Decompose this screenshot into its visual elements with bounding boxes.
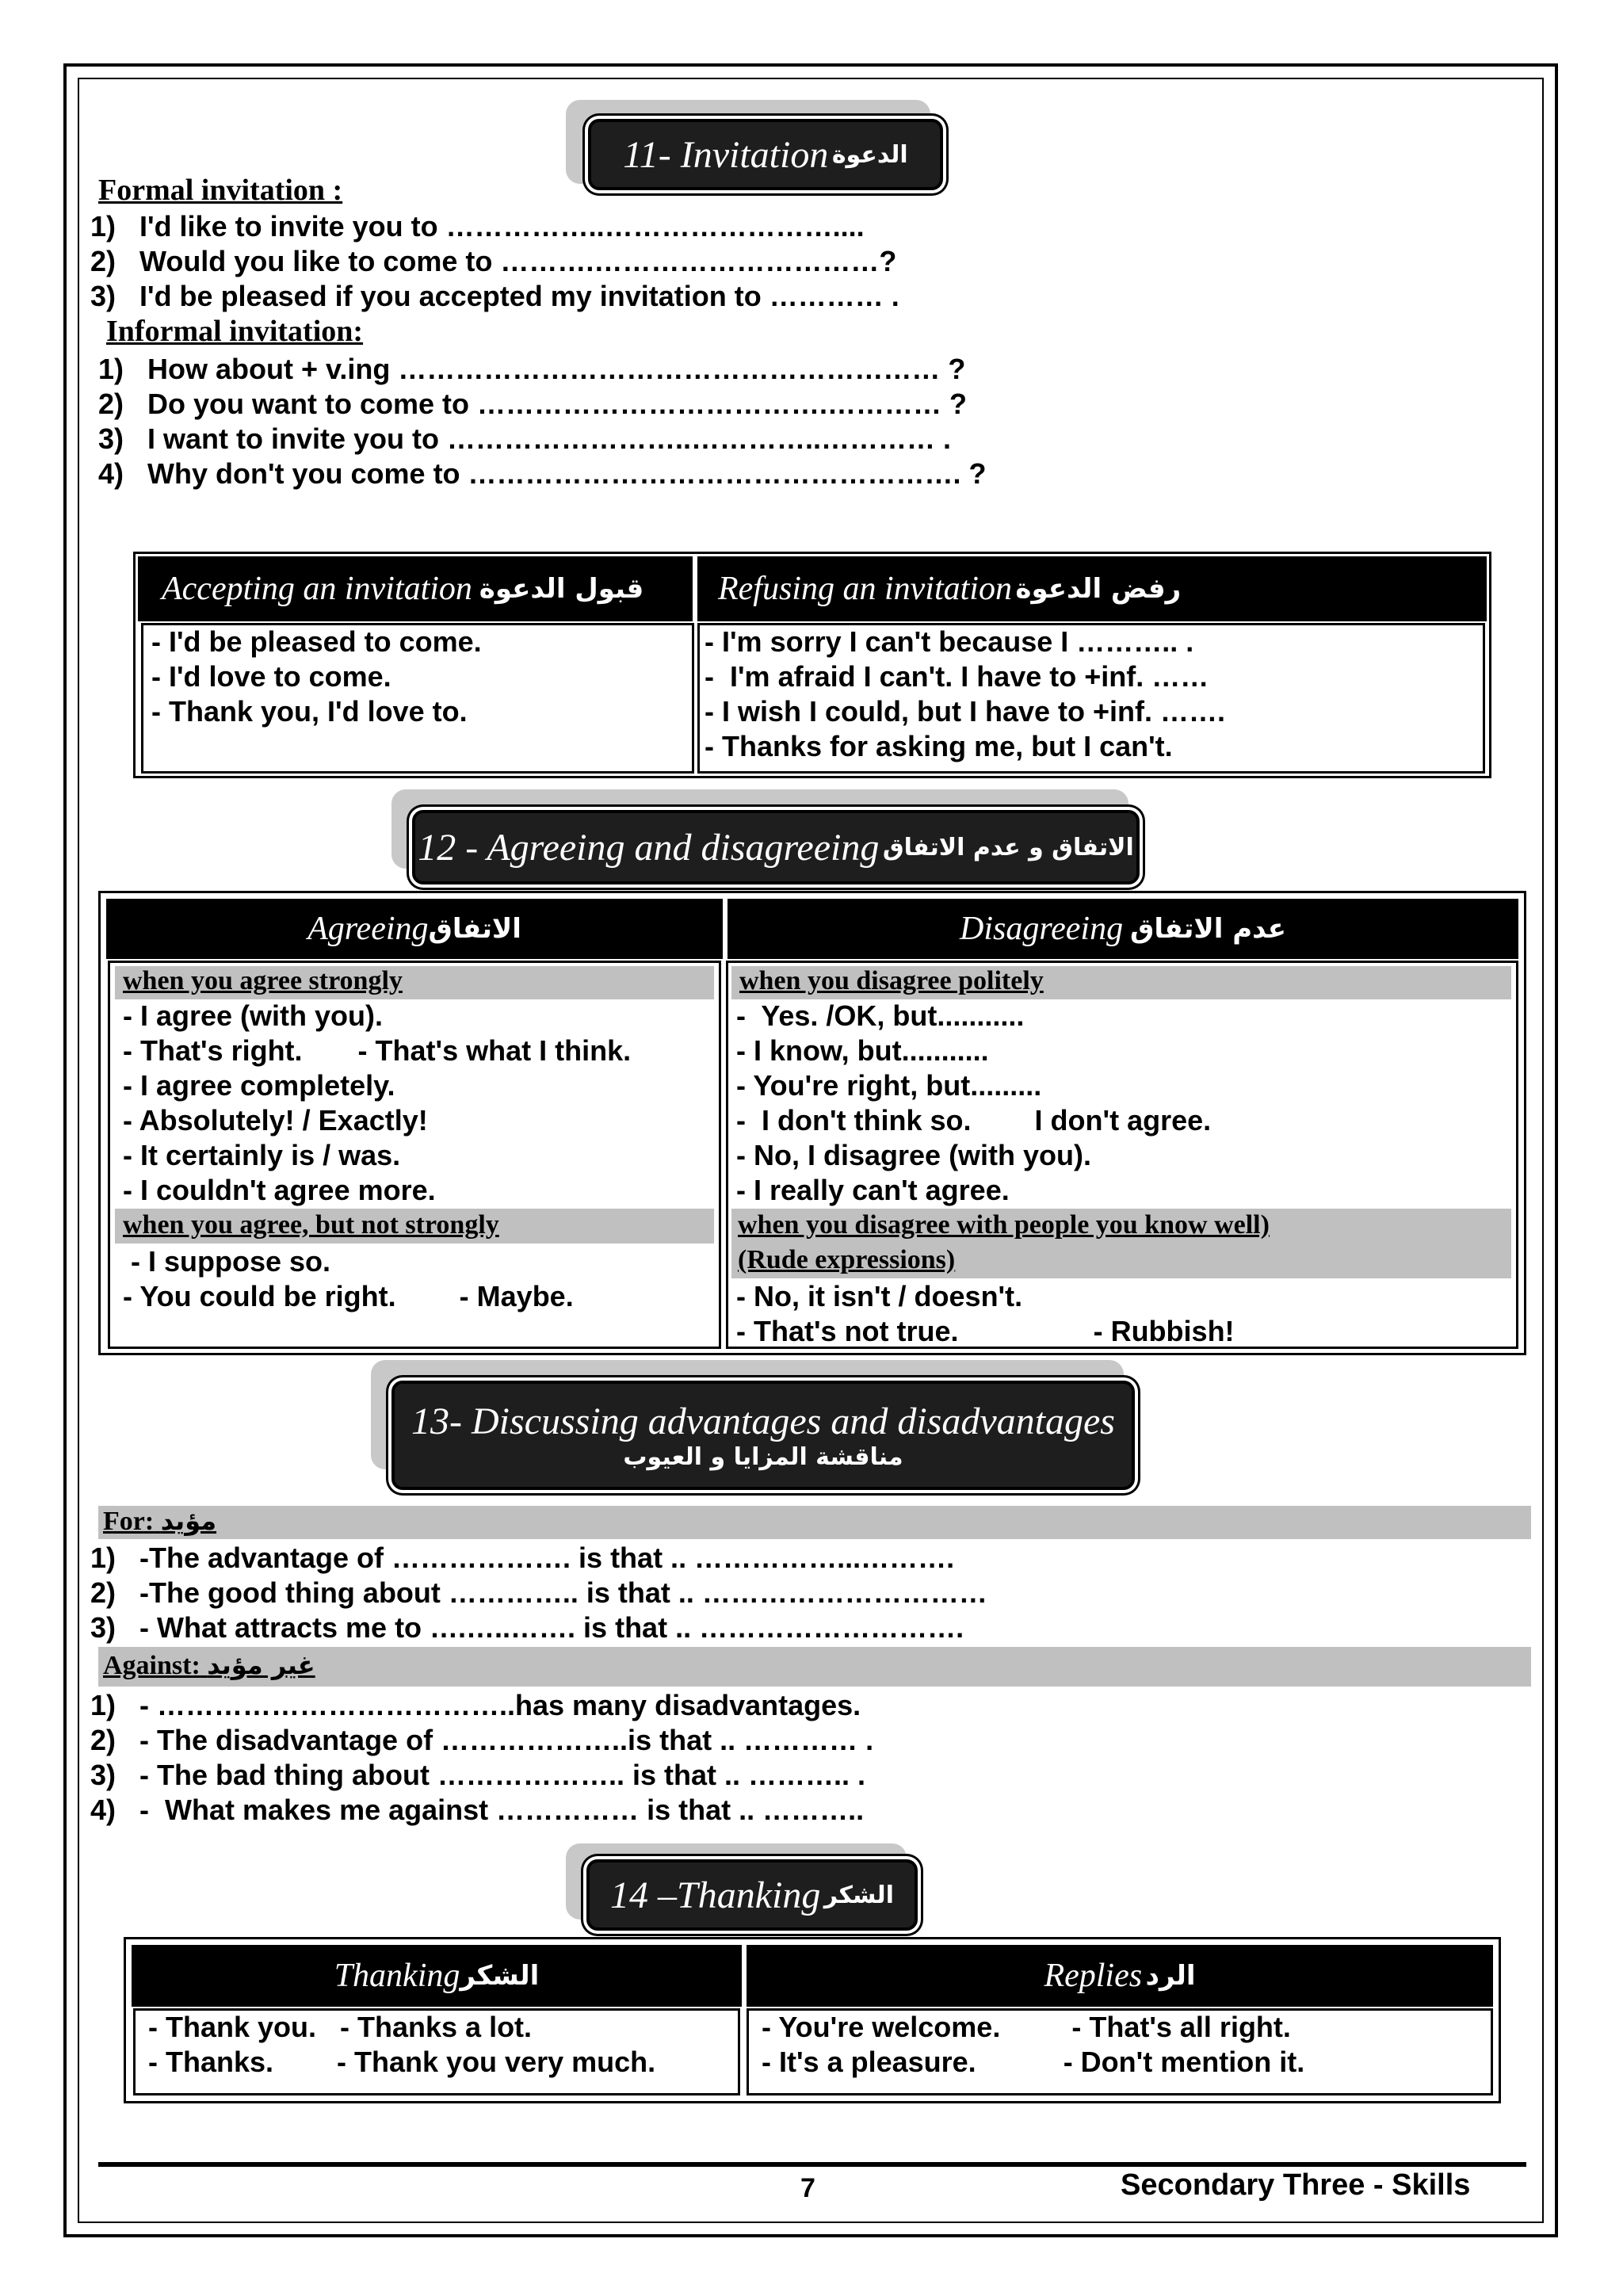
list-item: - I suppose so. bbox=[123, 1245, 331, 1278]
section-14-title-ar: الشكر bbox=[823, 1881, 894, 1909]
list-item: 3) I want to invite you to ……………………..…………..………… . bbox=[98, 422, 952, 455]
list-item: 4) - What makes me against …………… is that .. ……….. bbox=[90, 1794, 865, 1826]
list-item: - That's right. - That's what I think. bbox=[123, 1034, 632, 1067]
list-item: - I couldn't agree more. bbox=[123, 1174, 436, 1206]
list-item: 1) How about + v.ing ………………………………………………… ? bbox=[98, 353, 966, 385]
list-item: - You're right, but......... bbox=[736, 1069, 1042, 1102]
for-label: For: مؤيد bbox=[103, 1506, 217, 1536]
page-number: 7 bbox=[800, 2173, 815, 2203]
section-11-title-text: 11- Invitation bbox=[623, 133, 829, 176]
list-item: - No, I disagree (with you). bbox=[736, 1139, 1092, 1171]
list-item: - You're welcome. - That's all right. bbox=[762, 2011, 1291, 2043]
list-item: - Absolutely! / Exactly! bbox=[123, 1104, 428, 1137]
list-item: - It certainly is / was. bbox=[123, 1139, 401, 1171]
list-item: - Thank you, I'd love to. bbox=[151, 695, 468, 728]
informal-invitation-heading: Informal invitation: bbox=[106, 315, 364, 348]
section-12-title-text: 12 - Agreeing and disagreeing bbox=[418, 826, 880, 869]
list-item: - Thank you. - Thanks a lot. bbox=[148, 2011, 533, 2043]
list-item: - I don't think so. I don't agree. bbox=[736, 1104, 1212, 1137]
list-item: - I agree completely. bbox=[123, 1069, 395, 1102]
list-item: 2) Would you like to come to ……….…………………………? bbox=[90, 245, 897, 277]
list-item: - That's not true. - Rubbish! bbox=[736, 1315, 1235, 1347]
list-item: 4) Why don't you come to ……………………………………………. ? bbox=[98, 457, 987, 490]
section-14-title bbox=[586, 1859, 918, 1931]
list-item: - It's a pleasure. - Don't mention it. bbox=[762, 2046, 1305, 2078]
disagree-header: Disagreeing عدم الاتفاق bbox=[727, 899, 1518, 959]
disagree-cell bbox=[726, 961, 1518, 1349]
agree-cell bbox=[108, 961, 721, 1349]
section-12-title bbox=[412, 810, 1140, 884]
list-item: - No, it isn't / doesn't. bbox=[736, 1280, 1023, 1312]
agree-header: Agreeing الاتفاق bbox=[106, 899, 723, 959]
list-item: 3) I'd be pleased if you accepted my invitation to ………… . bbox=[90, 280, 899, 312]
list-item: - You could be right. - Maybe. bbox=[123, 1280, 574, 1312]
list-item: 1) - ………………………………..has many disadvantages. bbox=[90, 1689, 861, 1721]
agree-strong-subheading: when you agree strongly bbox=[123, 966, 403, 995]
list-item: - I'd love to come. bbox=[151, 660, 391, 693]
list-item: - I wish I could, but I have to +inf. ……. bbox=[705, 695, 1226, 728]
list-item: - Thanks for asking me, but I can't. bbox=[705, 730, 1173, 762]
list-item: - I'd be pleased to come. bbox=[151, 625, 482, 658]
list-item: 3) - What attracts me to ….…..……. is that .. ………………………. bbox=[90, 1611, 964, 1644]
replies-cell bbox=[747, 2008, 1493, 2095]
refuse-header: Refusing an invitation رفض الدعوة bbox=[697, 556, 1487, 621]
list-item: 2) - The disadvantage of ………………..is that .. ………… . bbox=[90, 1724, 874, 1756]
footer-rule bbox=[98, 2162, 1526, 2167]
list-item: - Thanks. - Thank you very much. bbox=[148, 2046, 656, 2078]
against-label: Against: غير مؤيد bbox=[103, 1650, 315, 1680]
accept-cell bbox=[141, 623, 694, 774]
list-item: - I'm afraid I can't. I have to +inf. …… bbox=[705, 660, 1209, 693]
list-item: - I really can't agree. bbox=[736, 1174, 1010, 1206]
footer-label: Secondary Three - Skills bbox=[1121, 2168, 1471, 2202]
section-13-title-ar: مناقشة المزايا و العيوب bbox=[623, 1443, 903, 1471]
thanking-cell bbox=[133, 2008, 740, 2095]
for-label-bg bbox=[98, 1506, 1531, 1539]
list-item: 2) -The good thing about ………….. is that .. ………………………… bbox=[90, 1576, 987, 1609]
replies-header: Replies الرد bbox=[747, 1945, 1493, 2007]
section-11-title bbox=[588, 119, 943, 190]
section-13-title-text: 13- Discussing advantages and disadvantages bbox=[411, 1400, 1115, 1442]
list-item: - Yes. /OK, but........... bbox=[736, 999, 1025, 1032]
list-item: - I know, but........... bbox=[736, 1034, 989, 1067]
list-item: 1) I'd like to invite you to ……………..…………………….... bbox=[90, 210, 865, 243]
list-item: 3) - The bad thing about ……………….. is that .. ……….. . bbox=[90, 1759, 865, 1791]
section-12-title-ar: الاتفاق و عدم الاتفاق bbox=[882, 833, 1134, 861]
accept-header: Accepting an invitation قبول الدعوة bbox=[138, 556, 693, 621]
thanking-header: Thanking الشكر bbox=[132, 1945, 742, 2007]
list-item: - I agree (with you). bbox=[123, 999, 384, 1032]
list-item: - I'm sorry I can't because I ……….. . bbox=[705, 625, 1194, 658]
section-13-title bbox=[391, 1381, 1135, 1490]
disagree-rude-subheading: when you disagree with people you know well) bbox=[738, 1210, 1270, 1240]
disagree-rude-subheading-2: (Rude expressions) bbox=[738, 1245, 956, 1274]
list-item: 1) -The advantage of ………………. is that .. ……………...………. bbox=[90, 1541, 955, 1574]
section-11-title-ar: الدعوة bbox=[831, 140, 908, 169]
section-14-title-text: 14 –Thanking bbox=[610, 1874, 821, 1916]
refuse-cell bbox=[697, 623, 1485, 774]
formal-invitation-heading: Formal invitation : bbox=[98, 174, 343, 207]
disagree-polite-subheading: when you disagree politely bbox=[739, 966, 1044, 995]
list-item: 2) Do you want to come to ……………………………….………… ? bbox=[98, 388, 967, 420]
agree-weak-subheading: when you agree, but not strongly bbox=[123, 1210, 499, 1240]
